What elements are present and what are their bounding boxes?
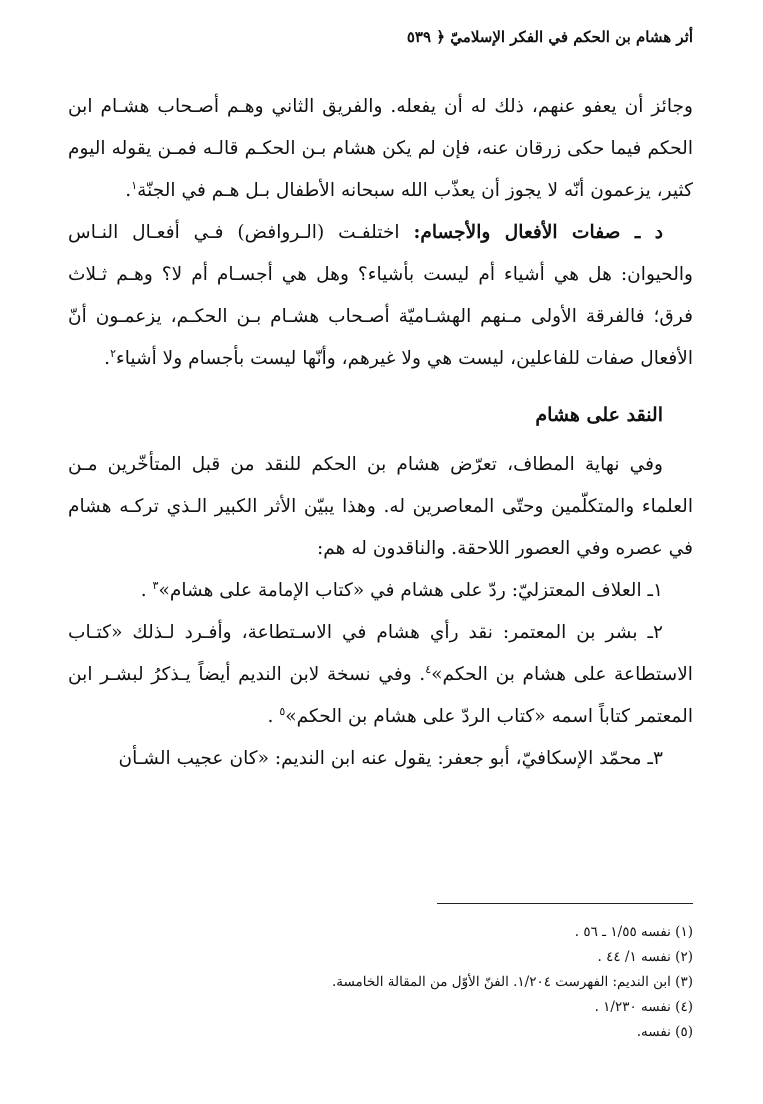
footnote-ref-2: ٢	[110, 346, 116, 360]
running-header	[63, 28, 693, 46]
footnote-3: (٣) ابن النديم: الفهرست ١/٢٠٤. الفنّ الأوّل من المقالة الخامسة.	[331, 974, 693, 990]
footnote-ref-3: ٣	[152, 578, 159, 592]
footnote-ref-5: ٥	[279, 704, 286, 718]
footnote-ref-4: ٤	[425, 662, 432, 676]
section-heading: النقد على هشام	[535, 404, 663, 426]
list-item-1: ١ـ العلاف المعتزليّ: ردّ على هشام في «كتاب الإمامة على هشام»$^٣$ .	[140, 578, 663, 601]
footnote-5: (٥) نفسه.	[636, 1024, 693, 1040]
list-item-2-continuation: وفي نسخة لابن النديم أيضاً يـذكرُ لبشـر ابن المعتمر كتاباً اسمه «كتاب الردّ على هشام بن الحكم»	[68, 664, 693, 727]
footnotes	[68, 920, 693, 1045]
paragraph-1-text: وجائز أن يعفو عنهم، ذلك له أن يفعله. والفريق الثاني وهـم أصـحاب هشـام ابن الحكم فيما حكى زرقان عنه، فإن لم يكن هشام بـن الحكـم قالـه فمـن يقوله اليوم كثير، يزعمون أنّه لا يجوز أن يعذّب الله سبحانه الأطفال بـل هـم في الجنّة	[68, 96, 693, 201]
header-title: أثر هشام بن الحكم في الفكر الإسلاميّ	[450, 28, 693, 46]
list-item-2-text: ٢ـ بشر بن المعتمر: نقد رأي هشام في الاسـتطاعة، وأفـرد لـذلك «كتـاب الاستطاعة على هشام بن الحكم»	[68, 622, 693, 685]
section-term: د ـ صفات الأفعال والأجسام:	[413, 222, 663, 243]
list-item-1-text: ١ـ العلاف المعتزليّ: ردّ على هشام في «كتاب الإمامة على هشام»	[158, 580, 663, 601]
list-item-3: ٣ـ محمّد الإسكافيّ، أبو جعفر: يقول عنه ابن النديم: «كان عجيب الشـأن	[118, 748, 663, 769]
footnote-1: (١) نفسه ١/٥٥ ـ ٥٦ .	[574, 924, 693, 940]
list-item-2: ٢ـ بشر بن المعتمر: نقد رأي هشام في الاسـتطاعة، وأفـرد لـذلك «كتـاب الاستطاعة على هشام بن الحكم»$^٤$. وفي نسخة لابن النديم أيضاً يـذكرُ لبشـر ابن المعتمر كتاباً اسمه «كتاب الردّ على هشام بن الحكم»$^٥$ .	[68, 622, 693, 727]
paragraph-3: وفي نهاية المطاف، تعرّض هشام بن الحكم للنقد من قبل المتأخّرين مـن العلماء والمتكلّمين وحتّى المعاصرين له. وهذا يبيّن الأثر الكبير الـذي تركـه هشام في عصره وفي العصور اللاحقة. والناقدون له هم:	[68, 454, 693, 559]
footnote-2: (٢) نفسه ١/ ٤٤ .	[597, 949, 693, 965]
footnote-divider	[437, 903, 693, 904]
page-number: ٥٣٩	[406, 28, 432, 46]
footnote-4: (٤) نفسه ١/٢٣٠ .	[594, 999, 693, 1015]
paragraph-1: وجائز أن يعفو عنهم، ذلك له أن يفعله. والفريق الثاني وهـم أصـحاب هشـام ابن الحكم فيما حكى زرقان عنه، فإن لم يكن هشام بـن الحكـم قالـه فمـن يقوله اليوم كثير، يزعمون أنّه لا يجوز أن يعذّب الله سبحانه الأطفال بـل هـم في الجنّة$^١$.	[68, 96, 693, 201]
paragraph-2-text: اختلفـت (الـروافض) فـي أفعـال النـاس والحيوان: هل هي أشياء أم ليست بأشياء؟ وهل هي أجسـام أم لا؟ وهـم ثـلاث فرق؛ فالفرقة الأولى مـنهم الهشـاميّة أصـحاب هشـام بـن الحكـم، يزعمـون أنّ الأفعال صفات للفاعلين، ليست هي ولا غيرهم، وأنّها ليست بأجسام ولا أشياء	[68, 222, 694, 369]
paragraph-2: د ـ صفات الأفعال والأجسام: اختلفـت (الـروافض) فـي أفعـال النـاس والحيوان: هل هي أشياء أم ليست بأشياء؟ وهل هي أجسـام أم لا؟ وهـم ثـلاث فرق؛ فالفرقة الأولى مـنهم الهشـاميّة أصـحاب هشـام بـن الحكـم، يزعمـون أنّ الأفعال صفات للفاعلين، ليست هي ولا غيرهم، وأنّها ليست بأجسام ولا أشياء$^٢$.	[68, 222, 694, 369]
main-text	[68, 86, 693, 780]
footnote-ref-1: ١	[131, 178, 138, 192]
header-separator: ﴿	[431, 28, 446, 46]
